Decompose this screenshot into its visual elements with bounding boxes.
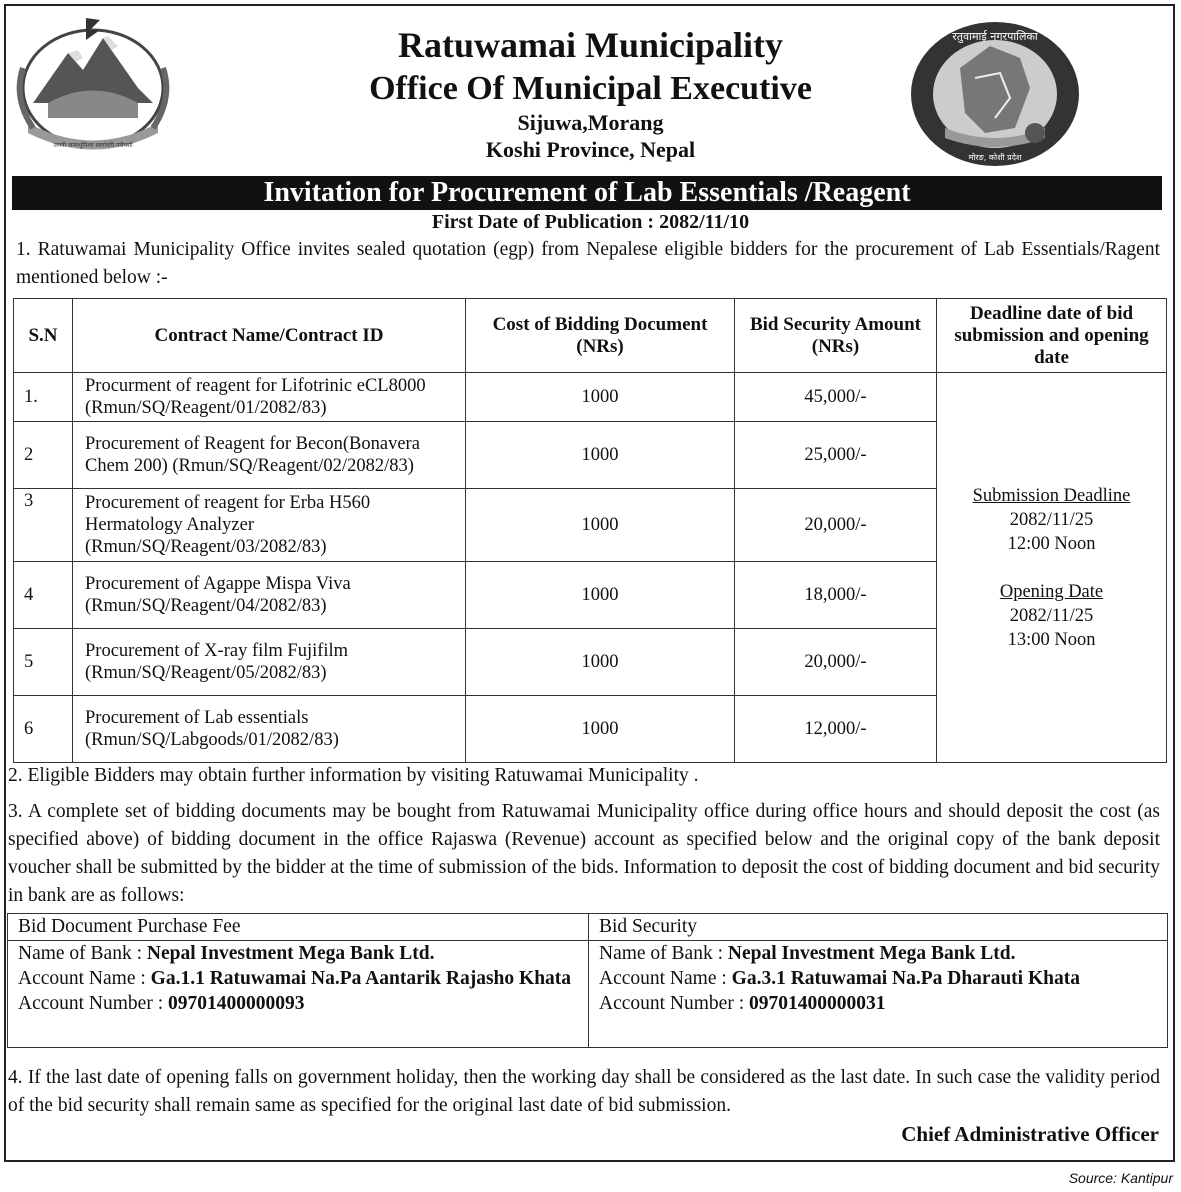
- contract-name: Procurment of reagent for Lifotrinic eCL8000: [85, 376, 426, 396]
- paragraph-3: 3. A complete set of bidding documents may be bought from Ratuwamai Municipality office during office hours and should deposit the cost (as specified above) of bidding document in the office Rajaswa (Revenue) account as specified below and the original copy of the bank deposit voucher shall be submitted by the bidder at the time of submission of the bids. Information to deposit the cost of bidding document and bid security in bank are as follows:: [8, 801, 1160, 906]
- cell-cost: 1000: [466, 696, 735, 763]
- header-security: Bid Security Amount (NRs): [735, 299, 937, 373]
- cell-contract: [73, 373, 466, 422]
- cell-contract: [73, 422, 466, 489]
- office-province: Koshi Province, Nepal: [485, 137, 696, 162]
- cell-cost: 1000: [466, 629, 735, 696]
- notice-title: Invitation for Procurement of Lab Essentials /Reagent: [12, 176, 1162, 210]
- cell-sn: 2: [14, 422, 73, 489]
- cell-security: 20,000/-: [735, 489, 937, 562]
- cell-sn: 4: [14, 562, 73, 629]
- cell-deadline: [937, 373, 1167, 763]
- opening-time: 13:00 Noon: [1007, 629, 1096, 650]
- seal-top-text: रतुवामाई नगरपालिका: [952, 30, 1038, 43]
- bank-name-value: Nepal Investment Mega Bank Ltd.: [727, 943, 1016, 964]
- cell-security: 18,000/-: [735, 562, 937, 629]
- bank-details-row: [8, 941, 1168, 1048]
- table-header-row: [14, 299, 1167, 373]
- account-name-label: Account Name :: [18, 968, 151, 989]
- account-name-value: Ga.1.1 Ratuwamai Na.Pa Aantarik Rajasho Khata: [150, 968, 572, 989]
- cell-contract: [73, 562, 466, 629]
- submission-date: 2082/11/25: [1009, 509, 1094, 530]
- cell-security: 12,000/-: [735, 696, 937, 763]
- office-name: Office Of Municipal Executive: [369, 70, 812, 107]
- bank-right-header: Bid Security: [589, 914, 1168, 941]
- paragraph-1: 1. Ratuwamai Municipality Office invites sealed quotation (egp) from Nepalese eligible bidders for the procurement of Lab Essentials/Ragent mentioned below :-: [16, 239, 1160, 288]
- contract-id: (Rmun/SQ/Reagent/01/2082/83): [85, 398, 327, 418]
- account-number-label: Account Number :: [599, 993, 750, 1014]
- cell-sn: 6: [14, 696, 73, 763]
- municipality-name: Ratuwamai Municipality: [397, 25, 783, 65]
- account-name-label: Account Name :: [599, 968, 732, 989]
- bank-name-label: Name of Bank :: [18, 943, 147, 964]
- bank-left-header: Bid Document Purchase Fee: [8, 914, 589, 941]
- contract-id: (Rmun/SQ/Reagent/03/2082/83): [85, 537, 327, 557]
- contract-name: Procurement of X-ray film Fujifilm: [85, 641, 349, 661]
- header-deadline: Deadline date of bid submission and opening date: [937, 299, 1167, 373]
- account-number-value: 09701400000031: [749, 993, 886, 1014]
- opening-date-label: Opening Date: [999, 581, 1104, 602]
- header-cost: Cost of Bidding Document (NRs): [466, 299, 735, 373]
- contract-name: Procurement of reagent for Erba H560 Hermatology Analyzer: [85, 493, 371, 535]
- cell-cost: 1000: [466, 489, 735, 562]
- cell-contract: [73, 629, 466, 696]
- account-name-value: Ga.3.1 Ratuwamai Na.Pa Dharauti Khata: [731, 968, 1080, 989]
- emblem-motto: जननी जन्मभूमिश्च स्वर्गादपि गरीयसी: [53, 142, 133, 149]
- cell-sn: 1.: [14, 373, 73, 422]
- header-contract: Contract Name/Contract ID: [73, 299, 466, 373]
- submission-deadline-label: Submission Deadline: [972, 485, 1131, 506]
- cell-sn: 5: [14, 629, 73, 696]
- signature-title: Chief Administrative Officer: [901, 1122, 1159, 1146]
- cell-security: 25,000/-: [735, 422, 937, 489]
- bank-details-table: [7, 913, 1168, 1048]
- cell-security: 45,000/-: [735, 373, 937, 422]
- paragraph-2: 2. Eligible Bidders may obtain further information by visiting Ratuwamai Municipality .: [8, 765, 699, 786]
- publication-date: First Date of Publication : 2082/11/10: [431, 211, 750, 233]
- paragraph-4: 4. If the last date of opening falls on government holiday, then the working day shall be considered as the last date. In such case the validity period of the bid security shall remain same as specified for the original last date of bid submission.: [8, 1067, 1160, 1116]
- source-credit: Source: Kantipur: [1068, 1170, 1173, 1186]
- bank-header-row: [8, 914, 1168, 941]
- cell-security: 20,000/-: [735, 629, 937, 696]
- contract-id: (Rmun/SQ/Labgoods/01/2082/83): [85, 730, 339, 750]
- submission-time: 12:00 Noon: [1007, 533, 1096, 554]
- bank-left-details: [8, 941, 589, 1048]
- contract-id: (Rmun/SQ/Reagent/05/2082/83): [85, 663, 327, 683]
- bank-right-details: [589, 941, 1168, 1048]
- account-number-value: 09701400000093: [168, 993, 305, 1014]
- opening-date: 2082/11/25: [1009, 605, 1094, 626]
- contract-name: Procurement of Lab essentials: [85, 708, 309, 728]
- office-location: Sijuwa,Morang: [517, 110, 664, 135]
- cell-sn: 3: [14, 489, 73, 562]
- contract-id: (Rmun/SQ/Reagent/04/2082/83): [85, 596, 327, 616]
- bank-name-label: Name of Bank :: [599, 943, 728, 964]
- table-row: [14, 373, 1167, 422]
- contract-name: Procurement of Agappe Mispa Viva: [85, 574, 351, 594]
- cell-cost: 1000: [466, 422, 735, 489]
- cell-cost: 1000: [466, 373, 735, 422]
- header-sn: S.N: [14, 299, 73, 373]
- procurement-table: [13, 298, 1167, 763]
- contract-name: Procurement of Reagent for Becon(Bonavera Chem 200): [85, 434, 420, 476]
- bank-name-value: Nepal Investment Mega Bank Ltd.: [146, 943, 435, 964]
- contract-id: (Rmun/SQ/Reagent/02/2082/83): [172, 456, 414, 476]
- account-number-label: Account Number :: [18, 993, 169, 1014]
- cell-contract: [73, 696, 466, 763]
- seal-bottom-text: मोरङ, कोशी प्रदेश: [968, 153, 1022, 162]
- cell-cost: 1000: [466, 562, 735, 629]
- cell-contract: [73, 489, 466, 562]
